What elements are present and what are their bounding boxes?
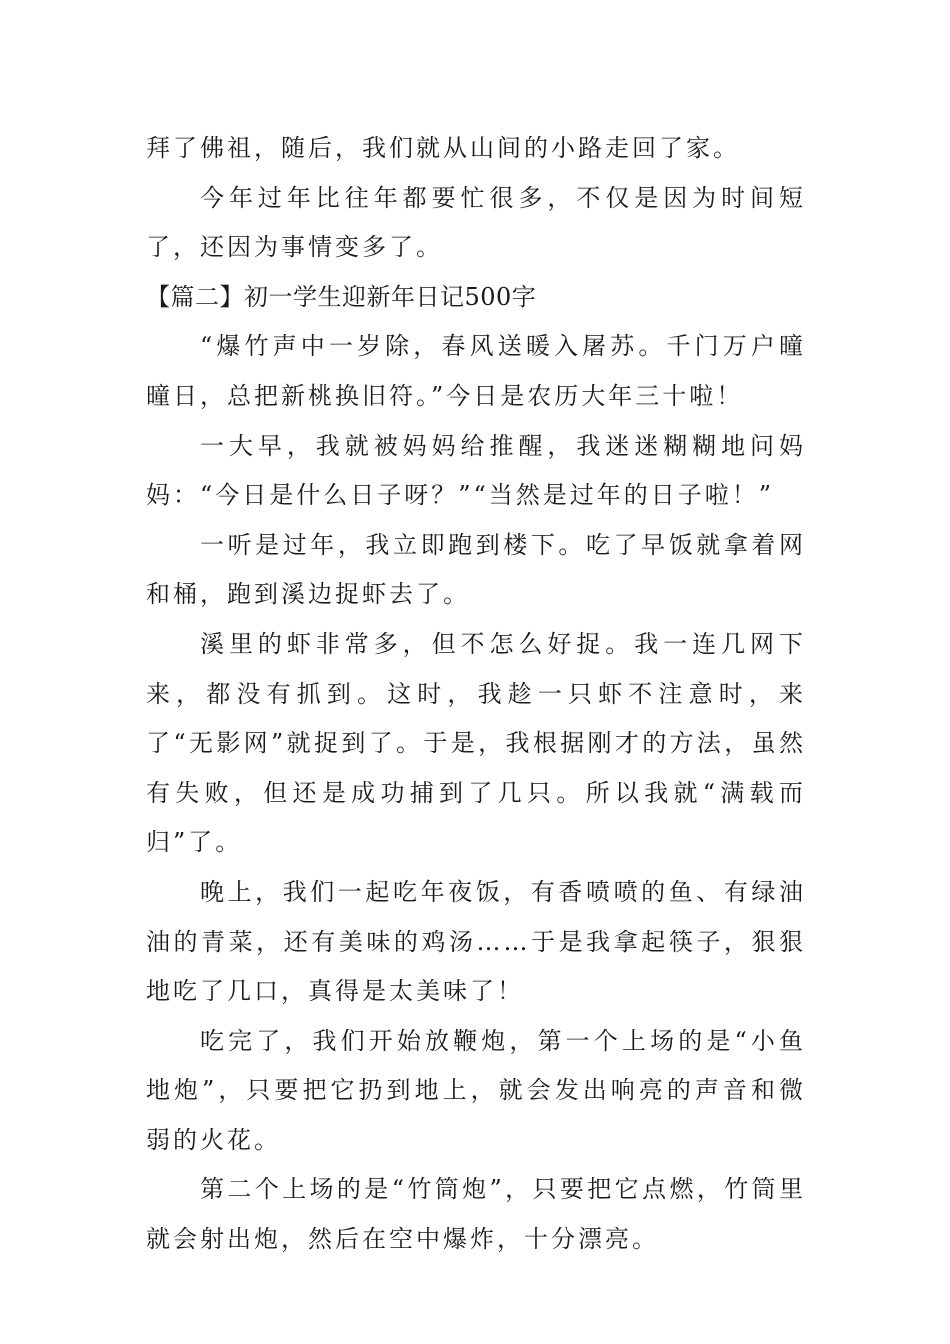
section-paragraph-1: “爆竹声中一岁除，春风送暖入屠苏。千门万户曈曈日，总把新桃换旧符。”今日是农历大年三十啦！ — [146, 332, 806, 410]
section-heading: 【篇二】初一学生迎新年日记500字 — [146, 282, 537, 311]
section-paragraph-6: 吃完了，我们开始放鞭炮，第一个上场的是“小鱼地炮”，只要把它扔到地上，就会发出响亮的声音和微弱的火花。 — [146, 1026, 806, 1154]
section-paragraph-2: 一大早，我就被妈妈给推醒，我迷迷糊糊地问妈妈：“今日是什么日子呀？”“当然是过年的日子啦！” — [146, 431, 806, 510]
section-paragraph-4: 溪里的虾非常多，但不怎么好捉。我一连几网下来，都没有抓到。这时，我趁一只虾不注意时，来了“无影网”就捉到了。于是，我根据刚才的方法，虽然有失败，但还是成功捕到了几只。所以我就“满载而归”了。 — [146, 629, 806, 857]
document-page — [146, 124, 806, 1265]
section-paragraph-7: 第二个上场的是“竹筒炮”，只要把它点燃，竹筒里就会射出炮，然后在空中爆炸，十分漂亮。 — [146, 1175, 806, 1254]
section-paragraph-3: 一听是过年，我立即跑到楼下。吃了早饭就拿着网和桶，跑到溪边捉虾去了。 — [146, 530, 806, 609]
section-paragraph-5: 晚上，我们一起吃年夜饭，有香喷喷的鱼、有绿油油的青菜，还有美味的鸡汤……于是我拿起筷子，狠狠地吃了几口，真得是太美味了！ — [146, 877, 806, 1006]
paragraph-1: 拜了佛祖，随后，我们就从山间的小路走回了家。 — [146, 134, 740, 162]
paragraph-2: 今年过年比往年都要忙很多，不仅是因为时间短了，还因为事情变多了。 — [146, 183, 806, 262]
